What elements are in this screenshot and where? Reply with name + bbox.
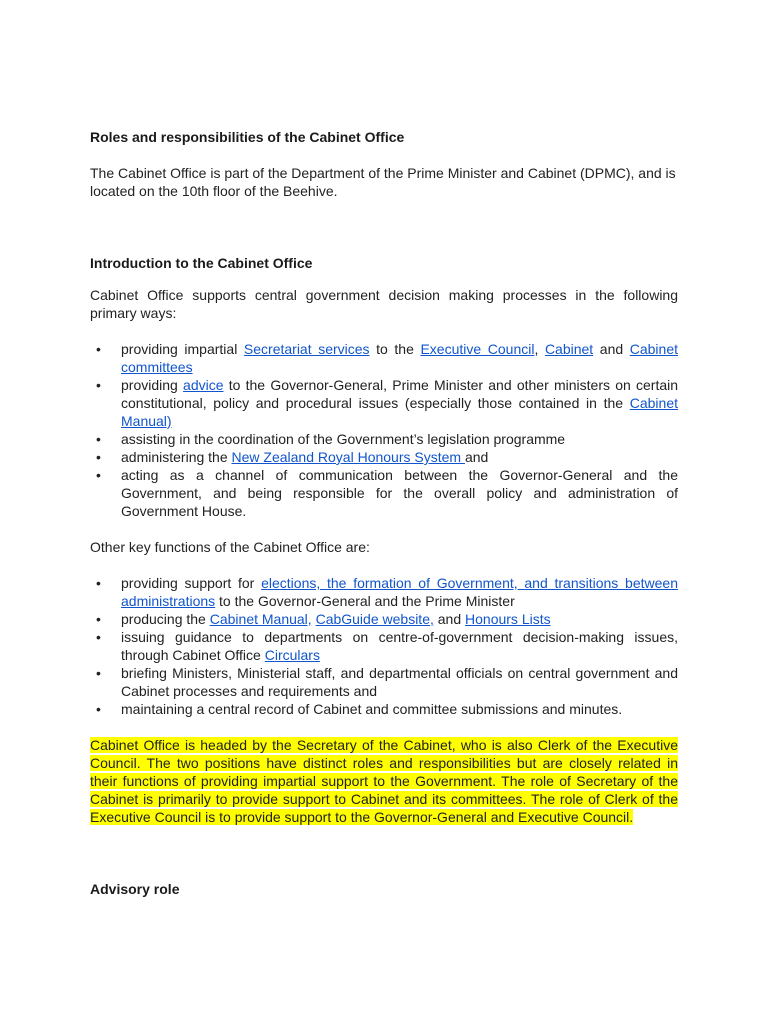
link-cabinet[interactable]: Cabinet	[544, 341, 594, 357]
paragraph-secretary-highlight	[90, 736, 678, 826]
link-royal-honours-system[interactable]: New Zealand Royal Honours System	[231, 449, 465, 465]
paragraph-primary-ways: Cabinet Office supports central government decision making processes in the following primary ways:	[90, 287, 678, 321]
link-cabguide-website[interactable]: CabGuide website,	[315, 611, 434, 627]
list-item: • administering the New Zealand Royal Honours System and	[90, 448, 678, 466]
document-content	[90, 128, 678, 898]
heading-introduction: Introduction to the Cabinet Office	[90, 255, 313, 271]
list-item: • briefing Ministers, Ministerial staff, and departmental officials on central government and Cabinet processes and requirements and	[90, 664, 678, 700]
list-item: • acting as a channel of communication between the Governor-General and the Government, and being responsible for the overall policy and administration of Government House.	[90, 466, 678, 520]
link-elections-transitions[interactable]: elections, the formation of Government, and transitions between administrations	[121, 575, 678, 609]
primary-ways-list	[90, 340, 678, 520]
link-secretariat-services[interactable]: Secretariat services	[243, 341, 370, 357]
link-honours-lists[interactable]: Honours Lists	[465, 611, 551, 627]
link-advice[interactable]: advice	[183, 377, 224, 393]
list-item: • issuing guidance to departments on centre-of-government decision-making issues, through Cabinet Office Circulars	[90, 628, 678, 664]
link-cabinet-committees[interactable]: Cabinet committees	[121, 341, 679, 375]
link-cabinet-manual[interactable]: Cabinet Manual)	[121, 395, 678, 429]
list-item: • assisting in the coordination of the Government’s legislation programme	[90, 430, 678, 448]
highlighted-text: Cabinet Office is headed by the Secretary of the Cabinet, who is also Clerk of the Executive Council. The two positions have distinct roles and responsibilities but are closely related in their functions of providing impartial support to the Government. The role of Secretary of the Cabinet is primarily to provide support to Cabinet and its committees. The role of Clerk of the Executive Council is to provide support to the Governor-General and Executive Council.	[90, 737, 678, 825]
paragraph-dpmc-location: The Cabinet Office is part of the Department of the Prime Minister and Cabinet (DPMC), and is located on the 10th floor of the Beehive.	[90, 165, 676, 199]
link-executive-council[interactable]: Executive Council	[420, 341, 535, 357]
link-circulars[interactable]: Circulars	[264, 647, 320, 663]
heading-roles: Roles and responsibilities of the Cabinet Office	[90, 129, 405, 145]
list-item: • maintaining a central record of Cabinet and committee submissions and minutes.	[90, 700, 678, 718]
list-item: • providing impartial Secretariat services to the Executive Council, Cabinet and Cabinet committees	[90, 340, 678, 376]
list-item: • providing advice to the Governor-General, Prime Minister and other ministers on certain constitutional, policy and procedural issues (especially those contained in the Cabinet Manual)	[90, 376, 678, 430]
other-functions-list	[90, 574, 678, 718]
link-cabinet-manual-2[interactable]: Cabinet Manual,	[209, 611, 312, 627]
heading-advisory-role: Advisory role	[90, 881, 180, 897]
list-item: • providing support for elections, the formation of Government, and transitions between administrations to the Governor-General and the Prime Minister	[90, 574, 678, 610]
paragraph-other-functions: Other key functions of the Cabinet Office are:	[90, 539, 370, 555]
list-item: • producing the Cabinet Manual, CabGuide website, and Honours Lists	[90, 610, 678, 628]
